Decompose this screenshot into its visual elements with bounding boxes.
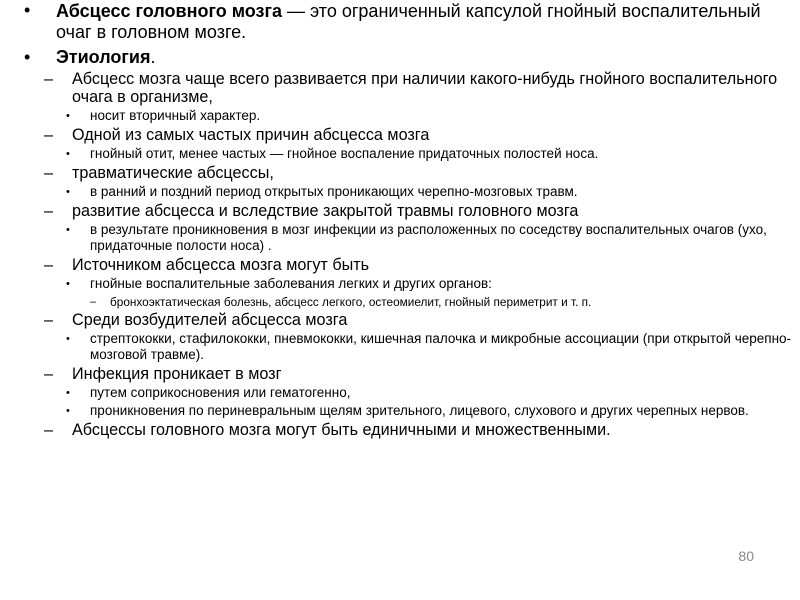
list-item-text: стрептококки, стафилококки, пневмококки, кишечная палочка и микробные ассоциации (при открытой черепно-мозговой травме). bbox=[90, 331, 792, 362]
bullet-dash: – bbox=[44, 126, 54, 144]
etiology-bullet bbox=[22, 47, 792, 68]
bullet-dash: – bbox=[44, 311, 54, 329]
definition-text: — это ограниченный капсулой гнойный воспалительный очаг в головном мозге. bbox=[56, 1, 761, 42]
bullet-dot: • bbox=[66, 405, 70, 417]
list-item-text: путем соприкосновения или гематогенно, bbox=[90, 385, 351, 400]
list-item-text: в результате проникновения в мозг инфекции из расположенных по соседству воспалительных очагов (ухо, придаточные полости носа) . bbox=[90, 222, 767, 253]
bullet-dot: • bbox=[24, 47, 31, 67]
list-item bbox=[22, 70, 792, 106]
list-item bbox=[22, 385, 792, 401]
list-item-text: гнойные воспалительные заболевания легких и других органов: bbox=[90, 276, 492, 291]
bullet-dash: – bbox=[90, 296, 97, 308]
list-item-text: развитие абсцесса и вследствие закрытой травмы головного мозга bbox=[72, 202, 579, 220]
etiology-term: Этиология bbox=[56, 47, 151, 67]
list-item-text: в ранний и поздний период открытых проникающих черепно-мозговых травм. bbox=[90, 184, 578, 199]
list-item bbox=[22, 403, 792, 419]
list-item bbox=[22, 164, 792, 182]
list-item bbox=[22, 108, 792, 124]
list-item bbox=[22, 365, 792, 383]
list-item-text: бронхоэктатическая болезнь, абсцесс легкого, остеомиелит, гнойный периметрит и т. п. bbox=[110, 295, 592, 309]
bullet-dot: • bbox=[66, 278, 70, 290]
bullet-dash: – bbox=[44, 421, 54, 439]
list-item bbox=[22, 331, 792, 363]
bullet-dot: • bbox=[66, 387, 70, 399]
etiology-text: . bbox=[150, 47, 156, 67]
list-item bbox=[22, 222, 792, 254]
list-item bbox=[22, 295, 792, 309]
bullet-dot: • bbox=[66, 224, 70, 236]
definition-term: Абсцесс головного мозга bbox=[56, 1, 282, 21]
list-item-text: Абсцесс мозга чаще всего развивается при наличии какого-нибудь гнойного воспалительного очага в организме, bbox=[72, 70, 778, 106]
list-item-text: носит вторичный характер. bbox=[90, 108, 261, 123]
list-item bbox=[22, 184, 792, 200]
list-item bbox=[22, 421, 792, 439]
list-item bbox=[22, 311, 792, 329]
list-item-text: травматические абсцессы, bbox=[72, 164, 274, 182]
list-item bbox=[22, 202, 792, 220]
bullet-dot: • bbox=[66, 333, 70, 345]
list-item-text: гнойный отит, менее частых — гнойное воспаление придаточных полостей носа. bbox=[90, 146, 599, 161]
list-item-text: Абсцессы головного мозга могут быть единичными и множественными. bbox=[72, 421, 611, 439]
slide-content bbox=[22, 0, 792, 439]
bullet-dot: • bbox=[24, 0, 31, 20]
list-item-text: Инфекция проникает в мозг bbox=[72, 365, 282, 383]
bullet-dash: – bbox=[44, 202, 54, 220]
bullet-dot: • bbox=[66, 148, 70, 160]
definition-bullet bbox=[22, 0, 792, 43]
bullet-dash: – bbox=[44, 256, 54, 274]
bullet-dash: – bbox=[44, 164, 54, 182]
list-item bbox=[22, 276, 792, 292]
list-item-text: проникновения по периневральным щелям зрительного, лицевого, слухового и других черепных нервов. bbox=[90, 403, 749, 418]
list-item-text: Источником абсцесса мозга могут быть bbox=[72, 256, 370, 274]
bullet-dot: • bbox=[66, 186, 70, 198]
bullet-dash: – bbox=[44, 365, 54, 383]
bullet-dot: • bbox=[66, 110, 70, 122]
bullet-dash: – bbox=[44, 70, 54, 88]
list-item bbox=[22, 256, 792, 274]
list-item-text: Среди возбудителей абсцесса мозга bbox=[72, 311, 348, 329]
list-item-text: Одной из самых частых причин абсцесса мозга bbox=[72, 126, 430, 144]
page-number: 80 bbox=[738, 548, 754, 564]
list-item bbox=[22, 146, 792, 162]
list-item bbox=[22, 126, 792, 144]
